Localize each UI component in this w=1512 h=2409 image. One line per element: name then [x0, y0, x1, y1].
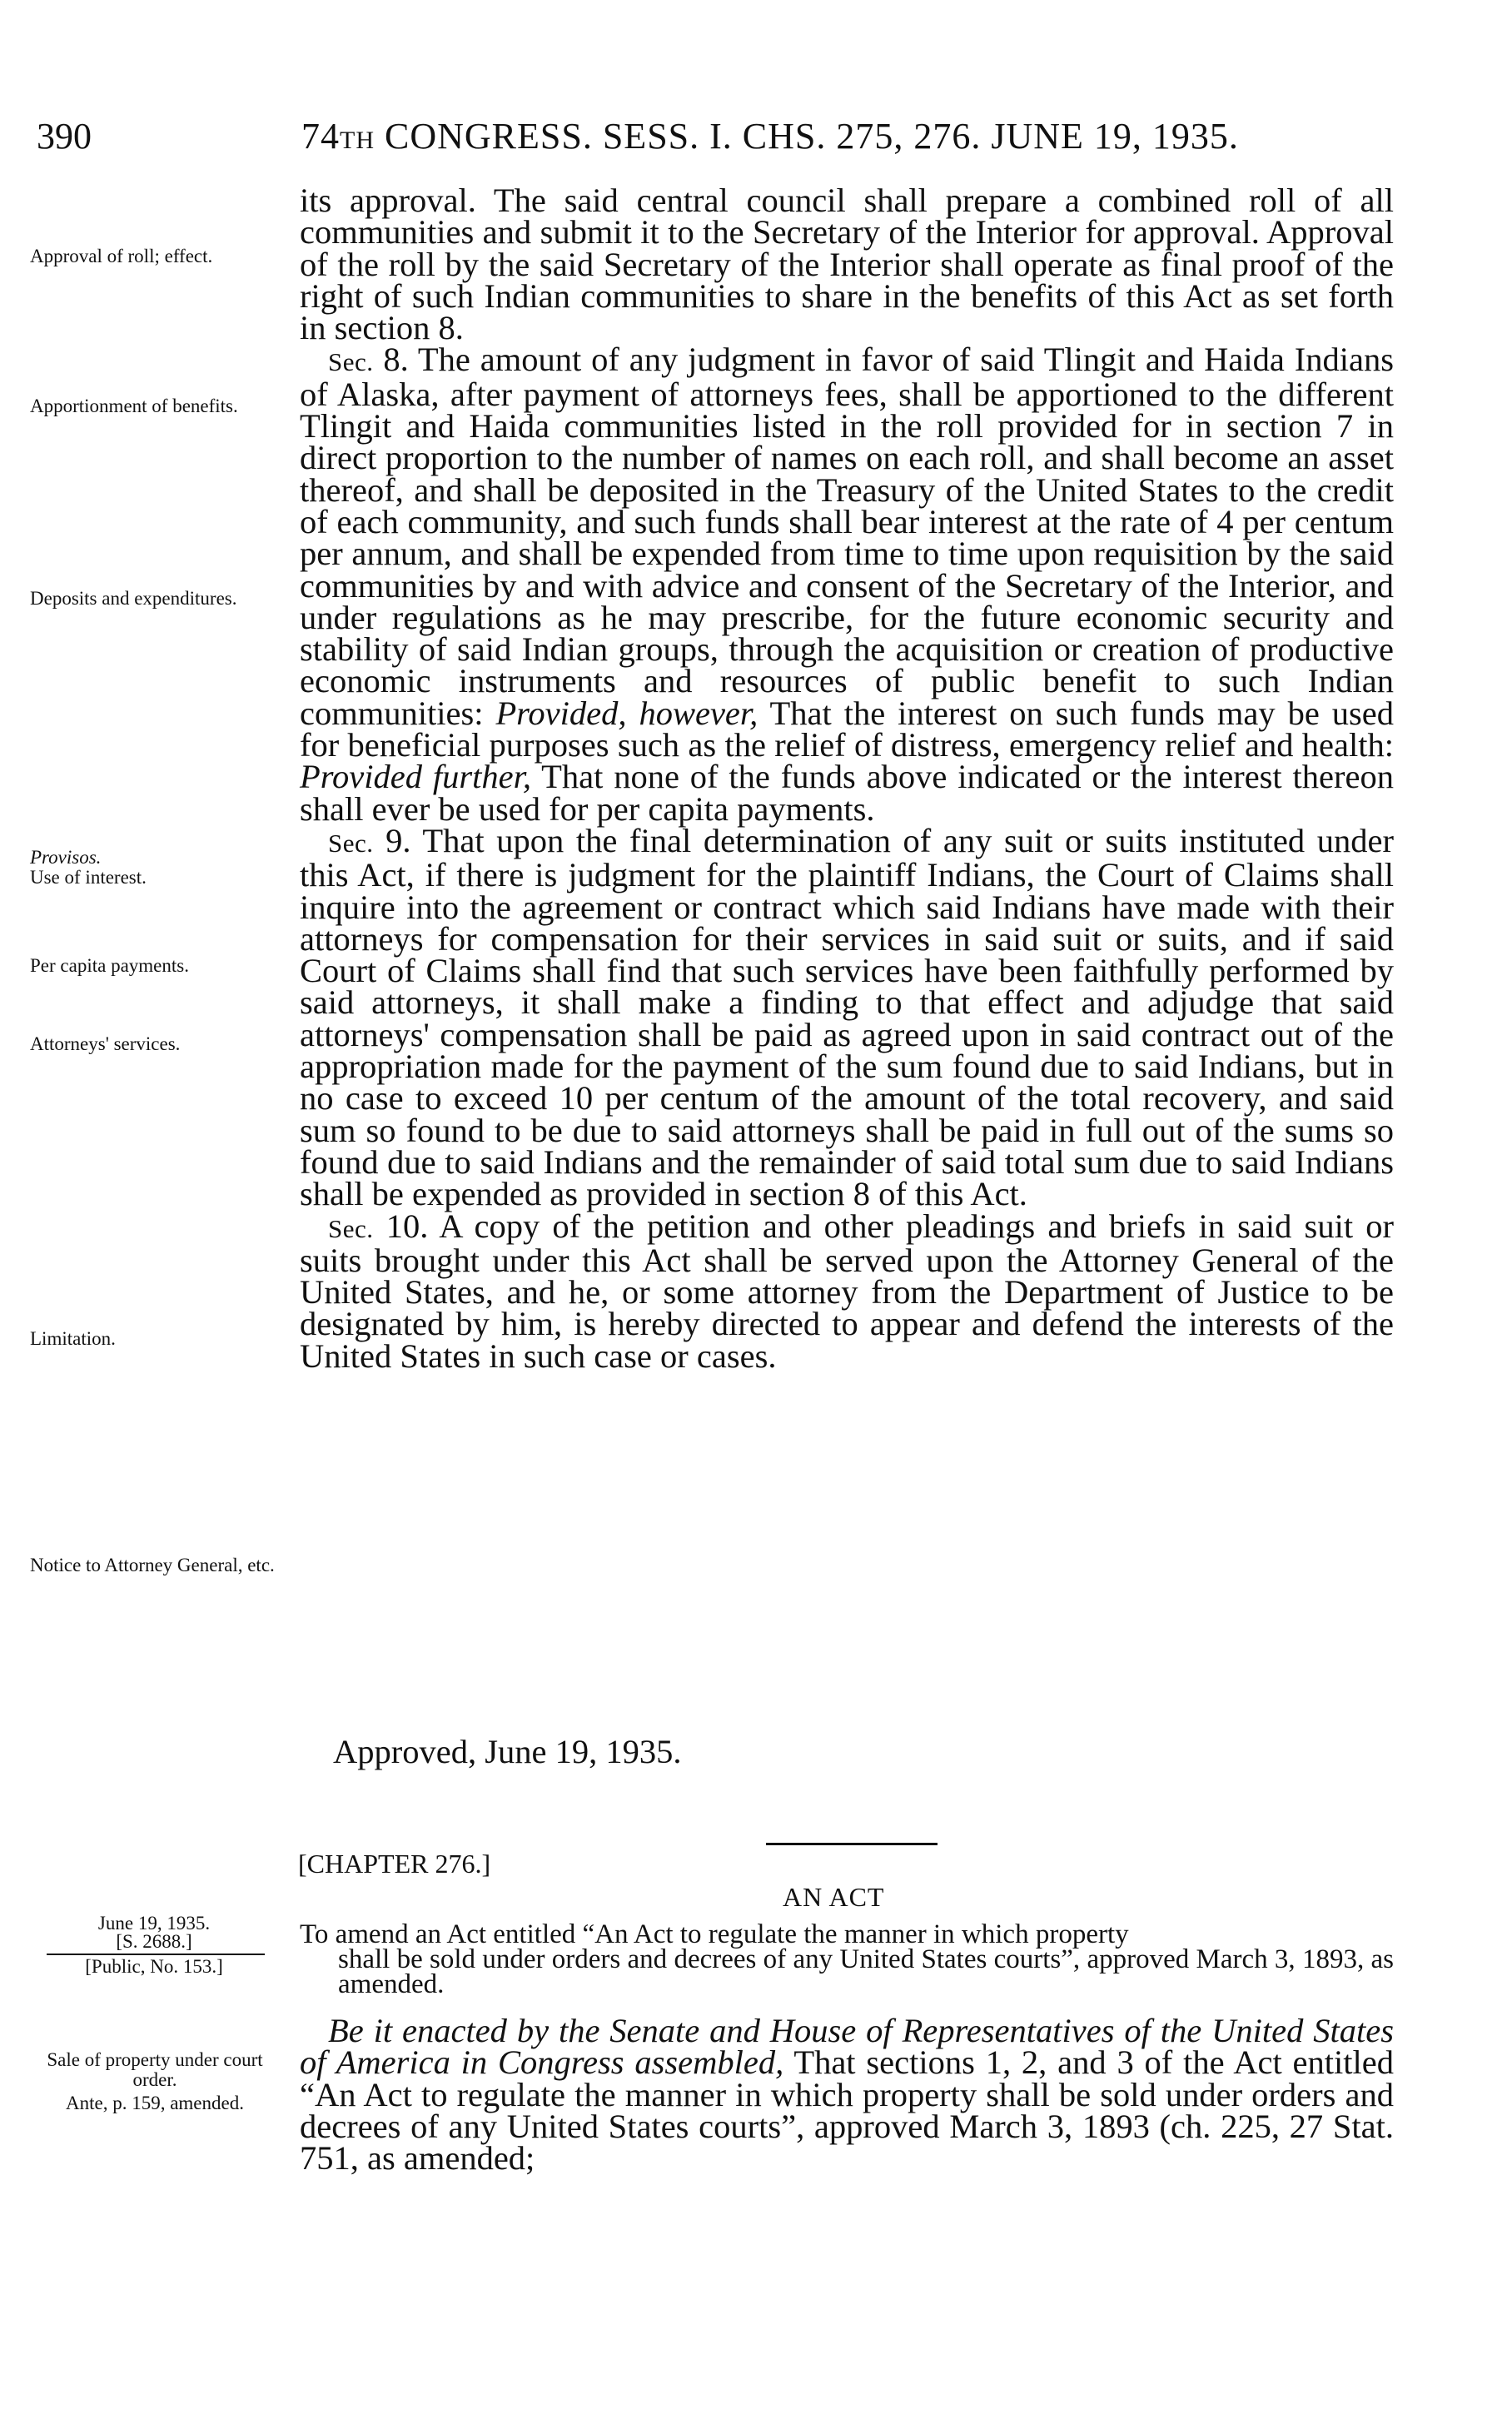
margin-note: Ante, p. 159, amended. — [66, 2093, 244, 2113]
margin-note: Approval of roll; effect. — [30, 246, 213, 266]
margin-note: Sale of property under court order. — [47, 2049, 263, 2090]
section-8: Sec. 8. The amount of any judgment in favor of said Tlingit and Haida Indians of Alaska, after payment of attorneys fees, shall be apportioned to the different Tlingit and Haida communities listed in the roll provided for in section 7 in direct proportion to the number of names on each roll, and shall become an asset thereof, and shall be deposited in the Treasury of the United States to the credit of each community, and such funds shall bear interest at the rate of 4 per centum per annum, and shall be expended from time to time upon requisition by the said communities by and with advice and consent of the Secretary of the Interior, and under regulations as he may prescribe, for the future economic security and stability of said Indian groups, through the acquisition or creation of productive economic instruments and resources of public benefit to such Indian communities: Provided, however, That the interest on such funds may be used for beneficial purposes such as the relief of distress, emergency relief and health: Provided further, That none of the funds above indicated or the interest thereon shall ever be used for per capita payments. — [300, 341, 1395, 828]
running-head: 74TH CONGRESS. SESS. I. CHS. 275, 276. JUNE 19, 1935. — [301, 116, 1239, 157]
section-9: Sec. 9. That upon the final determination of any suit or suits instituted under this Act, if there is judgment for the plaintiff Indians, the Court of Claims shall inquire into the agreement or contract which said Indians have made with their attorneys for compensation for their services in said suit or suits, and if said Court of Claims shall find that such services have been faithfully performed by said attorneys, it shall make a finding to that effect and adjudge that said attorneys' compensation shall be paid as agreed upon in said contract out of the appropriation made for the payment of the sum found due to said Indians, but in no case to exceed 10 per centum of the amount of the total recovery, and said sum so found to be due to said attorneys shall be paid in full out of the sums so found due to said Indians and the remainder of said total sum due to said Indians shall be expended as provided in section 8 of this Act. — [300, 821, 1394, 1213]
margin-public-number: [Public, No. 153.] — [85, 1956, 223, 1977]
enacting-paragraph: Be it enacted by the Senate and House of Representatives of the United States of America in Congress assembled, That sections 1, 2, and 3 of the Act entitled “An Act to regulate the manner in which property shall be sold under orders and decrees of any United States courts”, approved March 3, 1893 (ch. 225, 27 Stat. 751, as amended; — [300, 2012, 1395, 2178]
chapter-label: [CHAPTER 276.] — [298, 1849, 491, 1879]
page-header — [37, 115, 1410, 165]
approval-line: Approved, June 19, 1935. — [333, 1733, 682, 1770]
chapter-275-text — [300, 182, 1395, 1375]
margin-note: Notice to Attorney General, etc. — [30, 1555, 275, 1575]
margin-note: Attorneys' services. — [30, 1033, 181, 1054]
chapter-276-text — [300, 2012, 1395, 2178]
divider — [47, 1954, 265, 1955]
margin-bill-number: [S. 2688.] — [116, 1931, 192, 1952]
margin-note: Limitation. — [30, 1328, 116, 1349]
margin-note: Provisos. Use of interest. — [30, 847, 147, 888]
act-title: To amend an Act entitled “An Act to regulate the manner in which property shall be sold under orders and decrees of any United States courts”, approved March 3, 1893, as amended. — [300, 1919, 1394, 1999]
section-10: Sec. 10. A copy of the petition and other pleadings and briefs in said suit or suits brought under this Act shall be served upon the Attorney General of the United States, and he, or some attorney from the Department of Justice to be designated by him, is hereby directed to appear and defend the interests of the United States in such case or cases. — [300, 1207, 1394, 1375]
page-number: 390 — [37, 116, 92, 157]
margin-note: Apportionment of benefits. — [30, 396, 238, 416]
margin-date: June 19, 1935. — [97, 1913, 211, 1934]
paragraph: its approval. The said central council shall prepare a combined roll of all communities and submit it to the Secretary of the Interior for approval. Approval of the roll by the said Secretary of the Interior shall operate as final proof of the right of such Indian communities to share in the benefits of this Act as set forth in section 8. — [300, 182, 1394, 347]
margin-note: Deposits and expenditures. — [30, 588, 237, 609]
margin-note: Per capita payments. — [30, 955, 189, 976]
divider — [766, 1843, 938, 1845]
an-act-heading: AN ACT — [783, 1882, 885, 1912]
